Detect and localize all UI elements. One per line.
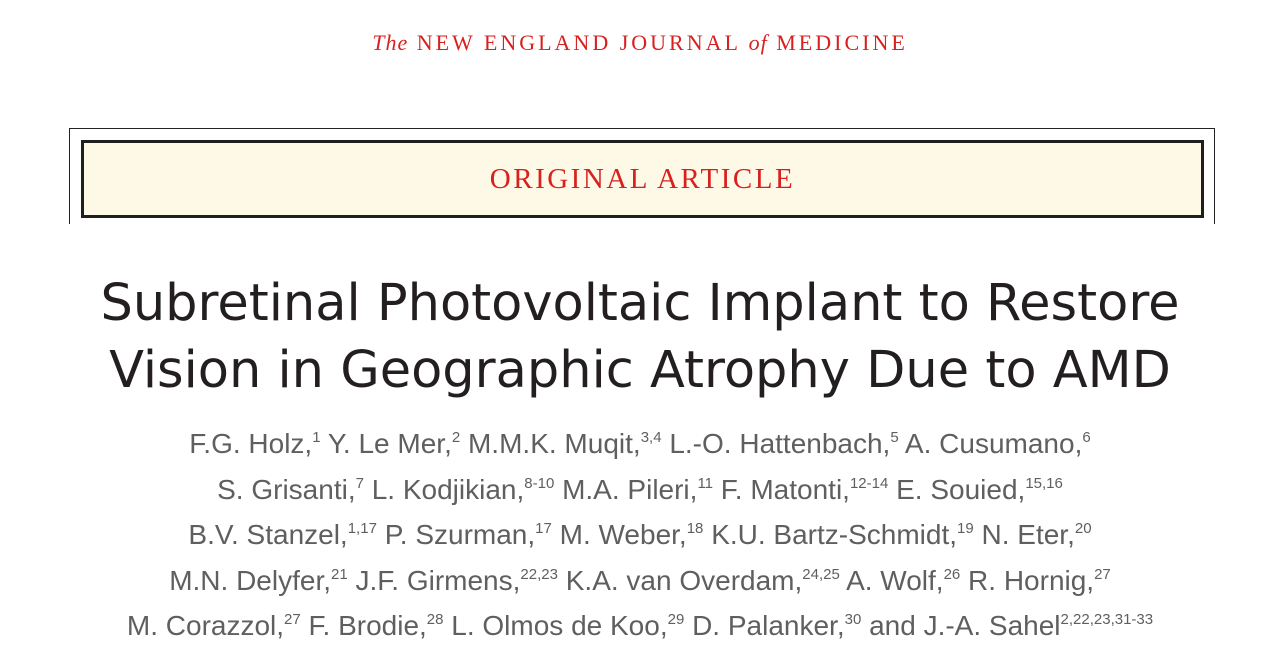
author [692, 610, 861, 641]
journal-masthead [0, 30, 1280, 56]
author-list [0, 424, 1280, 652]
author-name: M. Weber, [559, 519, 687, 550]
author [846, 565, 960, 596]
author [169, 565, 348, 596]
author-line [0, 470, 1280, 516]
author-name: M.A. Pileri, [562, 473, 698, 505]
author [669, 428, 898, 459]
author-line [0, 561, 1280, 607]
author-affiliation: 17 [535, 520, 552, 537]
author-affiliation: 29 [667, 611, 685, 628]
author-name: E. Souied, [896, 473, 1026, 505]
author-affiliation: 21 [331, 565, 348, 583]
author-name: F. Matonti, [720, 473, 850, 505]
author-name: B.V. Stanzel, [188, 519, 348, 550]
author [372, 474, 555, 505]
author [468, 428, 662, 459]
author-name: F. Brodie, [308, 610, 427, 641]
author [869, 610, 1153, 641]
masthead-name-part1: NEW ENGLAND JOURNAL [416, 30, 741, 55]
author-affiliation: 1,17 [347, 520, 377, 537]
author [189, 428, 320, 459]
author-name: K.U. Bartz-Schmidt, [711, 519, 958, 550]
author-affiliation: 3,4 [640, 429, 662, 446]
author-line [0, 515, 1280, 561]
masthead-the: The [372, 30, 409, 55]
author-name: P. Szurman, [384, 519, 536, 550]
author [896, 474, 1063, 505]
author-line [0, 424, 1280, 470]
author-affiliation: 24,25 [802, 565, 840, 583]
author [385, 519, 552, 550]
author-affiliation: 30 [844, 611, 862, 628]
author [711, 519, 974, 550]
author-affiliation: 26 [943, 565, 961, 583]
author-affiliation: 5 [890, 429, 899, 446]
article-type-label: ORIGINAL ARTICLE [489, 162, 796, 195]
author [217, 474, 364, 505]
author-affiliation: 15,16 [1025, 474, 1063, 492]
author [560, 519, 704, 550]
author-affiliation: 7 [355, 474, 364, 492]
author [968, 565, 1111, 596]
article-title-line-1: Subretinal Photovoltaic Implant to Restore [100, 274, 1180, 333]
author [355, 565, 557, 596]
masthead-of: of [748, 30, 768, 55]
author-affiliation: 2,22,23,31-33 [1060, 611, 1154, 628]
author [309, 610, 444, 641]
author [328, 428, 460, 459]
author-name: L.-O. Hattenbach, [669, 428, 891, 459]
author-name: K.A. van Overdam, [565, 564, 803, 596]
author-affiliation: 1 [312, 429, 321, 446]
author-affiliation: 22,23 [520, 565, 558, 583]
author-affiliation: 20 [1074, 520, 1092, 537]
author [905, 428, 1091, 459]
author-affiliation: 27 [1094, 565, 1111, 583]
author-name: D. Palanker, [692, 610, 845, 641]
author-name: L. Kodjikian, [371, 473, 525, 505]
author-name: L. Olmos de Koo, [451, 610, 668, 641]
author-line [0, 606, 1280, 652]
author [188, 519, 377, 550]
author [721, 474, 889, 505]
author-affiliation: 18 [686, 520, 704, 537]
author-name: S. Grisanti, [217, 473, 356, 505]
article-type-banner [81, 140, 1204, 218]
author-affiliation: 28 [426, 611, 444, 628]
author-name: A. Wolf, [846, 564, 944, 596]
author-name: A. Cusumano, [904, 428, 1083, 459]
author [566, 565, 840, 596]
author-name: M.M.K. Muqit, [467, 428, 641, 459]
author [562, 474, 713, 505]
article-title [0, 270, 1280, 404]
author-affiliation: 8-10 [524, 474, 555, 492]
author-name: R. Hornig, [968, 564, 1095, 596]
author-name: Y. Le Mer, [327, 428, 452, 459]
author [982, 519, 1092, 550]
author-affiliation: 2 [451, 429, 461, 446]
author-name: M. Corazzol, [126, 610, 285, 641]
author-affiliation: 19 [957, 520, 974, 537]
author-name: F.G. Holz, [189, 428, 313, 459]
author-affiliation: 11 [697, 474, 714, 492]
author-name: J.F. Girmens, [355, 564, 521, 596]
masthead-name-part2: MEDICINE [776, 30, 908, 55]
author-name: N. Eter, [981, 519, 1075, 550]
author [127, 610, 301, 641]
article-title-line-2: Vision in Geographic Atrophy Due to AMD [109, 341, 1171, 400]
author-affiliation: 12-14 [849, 474, 889, 492]
author [451, 610, 684, 641]
author-affiliation: 27 [284, 611, 301, 628]
author-name: and J.-A. Sahel [869, 610, 1061, 641]
author-name: M.N. Delyfer, [169, 564, 332, 596]
author-affiliation: 6 [1082, 429, 1091, 446]
